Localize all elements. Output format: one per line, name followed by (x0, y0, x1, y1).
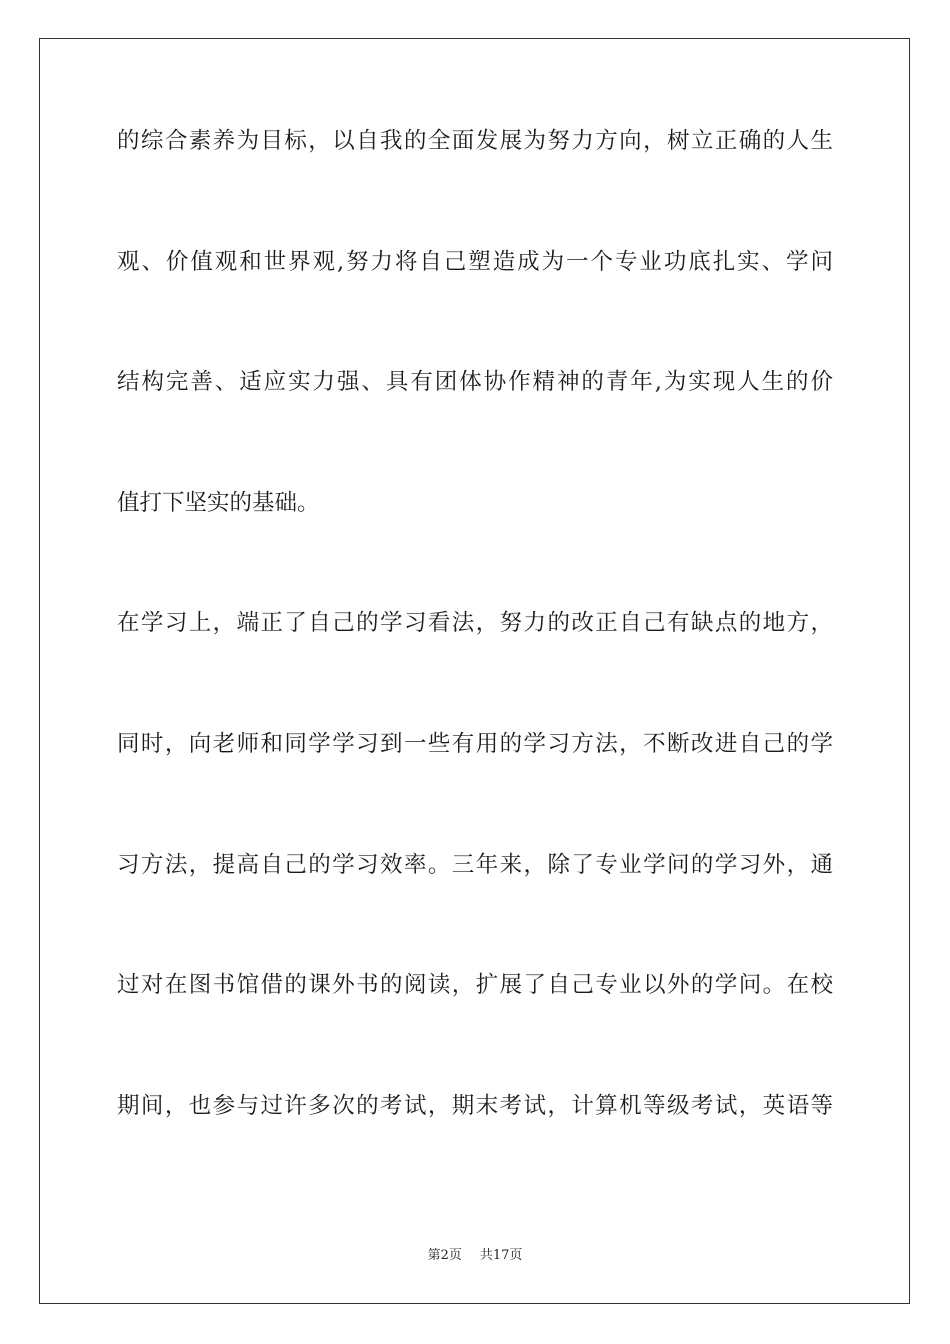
text-line: 值打下坚实的基础。 (117, 489, 320, 516)
text-line: 的综合素养为目标，以自我的全面发展为努力方向，树立正确的人生 (117, 128, 833, 154)
total-pages: 共17页 (479, 1248, 523, 1263)
text-line: 习方法，提高自己的学习效率。三年来，除了专业学问的学习外，通 (117, 851, 833, 878)
body-text (117, 126, 833, 1211)
page-footer (0, 1247, 950, 1265)
text-line: 过对在图书馆借的课外书的阅读，扩展了自己专业以外的学问。在校 (117, 972, 833, 999)
text-line: 结构完善、适应实力强、具有团体协作精神的青年,为实现人生的价 (117, 369, 833, 396)
text-line: 观、价值观和世界观,努力将自己塑造成为一个专业功底扎实、学问 (117, 248, 833, 275)
text-line: 在学习上，端正了自己的学习看法，努力的改正自己有缺点的地方， (117, 610, 833, 637)
page-number: 第2页 (427, 1248, 462, 1263)
text-line: 期间，也参与过许多次的考试，期末考试，计算机等级考试，英语等 (117, 1092, 833, 1119)
text-line: 同时，向老师和同学学习到一些有用的学习方法，不断改进自己的学 (117, 730, 833, 757)
